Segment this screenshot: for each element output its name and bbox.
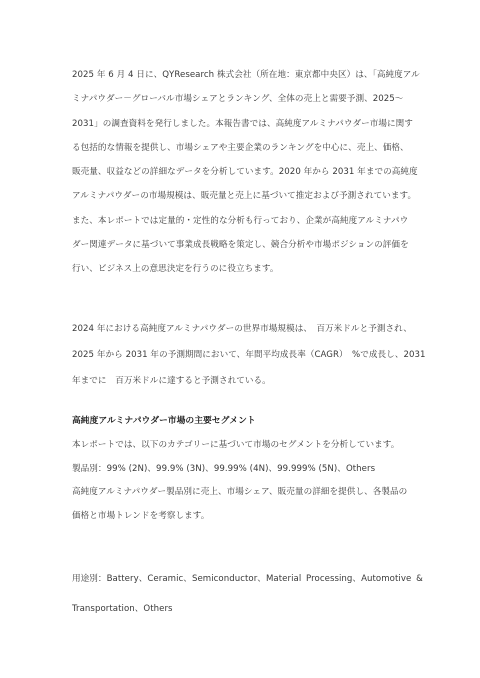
paragraph-line: ダー関連データに基づいて事業成長戦略を策定し、競合分析や市場ポジションの評価を [72, 240, 409, 251]
product-list-line: 製品別：99% (2N)、99.9% (3N)、99.99% (4N)、99.999% (5N)、Others [72, 463, 376, 474]
paragraph-line: 2024 年における高純度アルミナパウダーの世界市場規模は、 百万米ドルと予測され、 [72, 324, 412, 334]
paragraph-line: 価格と市場トレンドを考察します。 [72, 511, 210, 522]
application-list-line: 用途別：Battery、Ceramic、Semiconductor、Material Processing、Automotive & [72, 574, 423, 584]
paragraph-line: ミナパウダー－グローバル市場シェアとランキング、全体の売上と需要予測、2025～ [72, 94, 404, 105]
paragraph-line: 2025 年 6 月 4 日に、QYResearch 株式会社（所在地：東京都中央区）は、「高純度アル [72, 70, 420, 80]
paragraph-line: 行い、ビジネス上の意思決定を行うのに役立ちます。 [72, 264, 279, 275]
paragraph-line: 本レポートでは、以下のカテゴリーに基づいて市場のセグメントを分析しています。 [72, 440, 400, 450]
paragraph-line: また、本レポートでは定量的・定性的な分析も行っており、企業が高純度アルミナパウ [72, 215, 409, 226]
paragraph-line: 年までに 百万米ドルに達すると予測されている。 [72, 376, 271, 386]
segment-paragraph [72, 434, 408, 529]
application-paragraph [72, 565, 423, 624]
paragraph-line: る包括的な情報を提供し、市場シェアや主要企業のランキングを中心に、売上、価格、 [72, 142, 409, 153]
paragraph-line: アルミナパウダーの市場規模は、販売量と売上に基づいて推定および予測されています。 [72, 191, 417, 202]
paragraph-line: 販売量、収益などの詳細なデータを分析しています。2020 年から 2031 年までの高純度 [72, 167, 418, 178]
segment-heading: 高純度アルミナパウダー市場の主要セグメント [72, 416, 256, 426]
intro-paragraph [72, 63, 420, 282]
paragraph-line: 2031」の調査資料を発行しました。本報告書では、高純度アルミナパウダー市場に関す [72, 118, 413, 129]
paragraph-line: 高純度アルミナパウダー製品別に売上、市場シェア、販売量の詳細を提供し、各製品の [72, 487, 408, 498]
paragraph-line: 2025 年から 2031 年の予測期間において、年間平均成長率（CAGR） %で成長し、2031 [72, 350, 426, 360]
market-size-paragraph [72, 316, 426, 394]
application-list-line: Transportation、Others [72, 603, 173, 614]
